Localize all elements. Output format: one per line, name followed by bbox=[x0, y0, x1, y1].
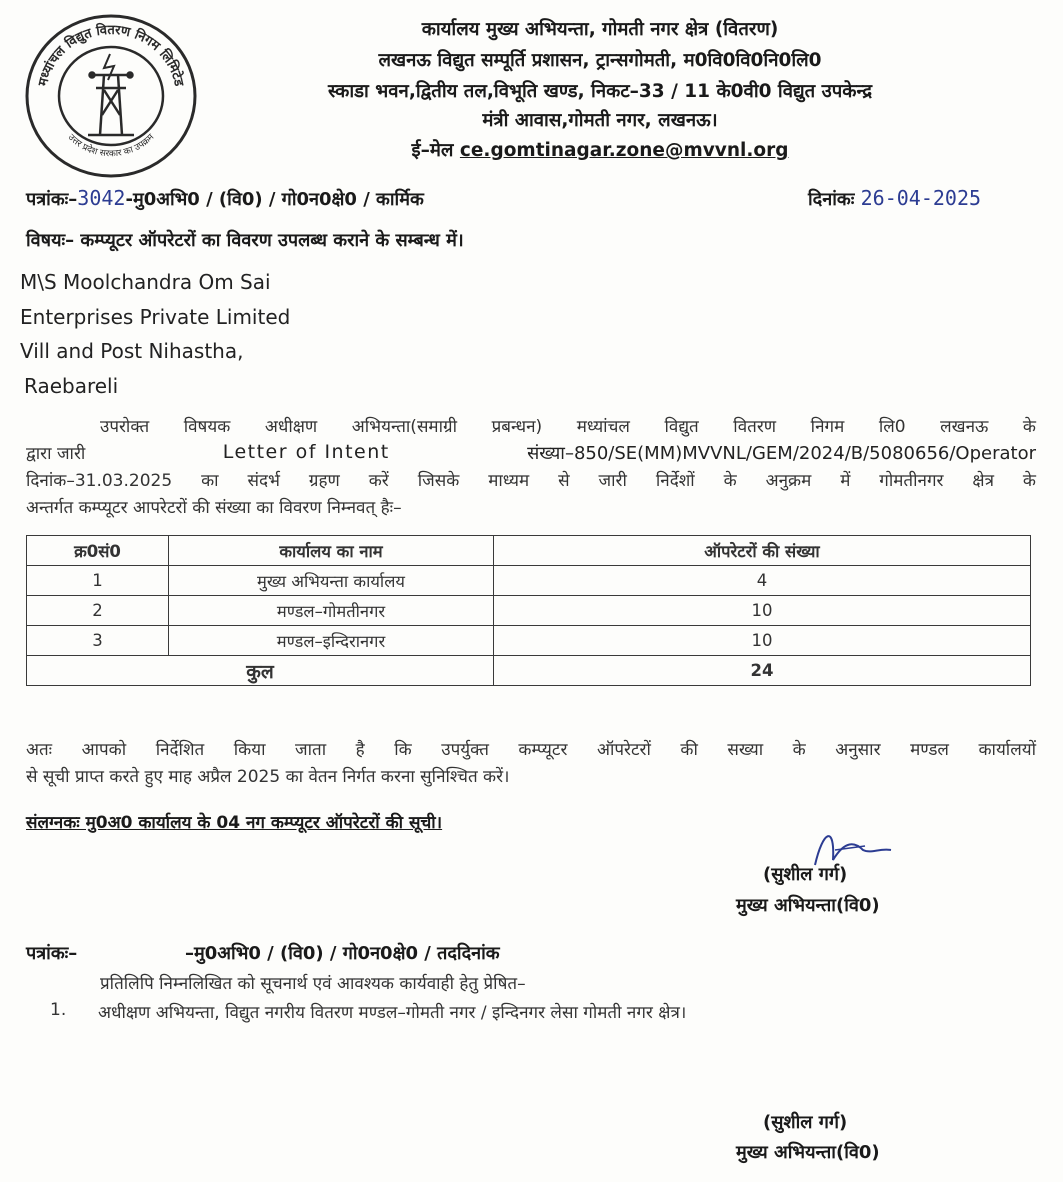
cell-office-name: मण्डल–इन्दिरानगर bbox=[169, 626, 494, 656]
subject-line: विषयः– कम्प्यूटर ऑपरेटरों का विवरण उपलब्ध कराने के सम्बन्ध में। bbox=[26, 230, 464, 251]
company-seal-logo bbox=[22, 10, 200, 182]
cell-office-name: मुख्य अभियन्ता कार्यालय bbox=[169, 566, 494, 596]
signatory-name: (सुशील गर्ग) bbox=[763, 864, 848, 885]
cell-operator-count: 10 bbox=[494, 596, 1031, 626]
header-operator-count: ऑपरेटरों की संख्या bbox=[494, 536, 1031, 566]
transmission-tower-icon bbox=[88, 54, 134, 135]
date-label: दिनांकः bbox=[808, 189, 855, 210]
instruction-line: से सूची प्राप्त करते हुए माह अप्रैल 2025 का वेतन निर्गत करना सुनिश्चित करें। bbox=[26, 767, 510, 787]
operators-table bbox=[26, 535, 1031, 686]
address-line-2: मंत्री आवास,गोमती नगर, लखनऊ। bbox=[482, 110, 718, 131]
body-line: द्वारा जारी Letter of Intent संख्या–850/SE(MM)MVVNL/GEM/2024/B/5080656/Operator bbox=[26, 441, 1036, 468]
signatory-name-2: (सुशील गर्ग) bbox=[763, 1112, 848, 1133]
handwritten-date: 26-04-2025 bbox=[860, 186, 982, 210]
cell-office-name: मण्डल–गोमतीनगर bbox=[169, 596, 494, 626]
body-paragraph bbox=[26, 414, 1036, 522]
cell-serial-no: 2 bbox=[27, 596, 169, 626]
total-label: कुल bbox=[27, 656, 494, 686]
reference-number bbox=[26, 186, 424, 211]
addressee-line-4: Raebareli bbox=[24, 374, 119, 398]
signatory-title: मुख्य अभियन्ता(वि0) bbox=[736, 895, 880, 916]
table-header-row bbox=[27, 536, 1031, 566]
email-line bbox=[200, 137, 1000, 162]
copy-item-number: 1. bbox=[50, 1000, 67, 1020]
administration-line: लखनऊ विद्युत सम्पूर्ति प्रशासन, ट्रान्सगोमती, म0वि0वि0नि0लि0 bbox=[378, 50, 822, 71]
body-line: दिनांक–31.03.2025 का संदर्भ ग्रहण करें जिसके माध्यम से जारी निर्देशों के अनुक्रम में गोमतीनगर क्षेत्र के bbox=[26, 471, 1036, 491]
letter-date bbox=[808, 186, 981, 211]
body-line: उपरोक्त विषयक अधीक्षण अभियन्ता(समाग्री प्रबन्धन) मध्यांचल विद्युत वितरण निगम लि0 लखनऊ के bbox=[100, 417, 1036, 437]
cell-serial-no: 3 bbox=[27, 626, 169, 656]
address-line: स्काडा भवन,द्वितीय तल,विभूति खण्ड, निकट–33 / 11 के0वी0 विद्युत उपकेन्द्र bbox=[327, 81, 873, 102]
letter-of-intent-text: Letter of Intent bbox=[222, 441, 390, 463]
email-label: ई–मेल bbox=[411, 140, 454, 161]
instruction-paragraph bbox=[26, 737, 1036, 791]
reference-label: पत्रांकः– bbox=[26, 189, 78, 210]
table-total-row bbox=[27, 656, 1031, 686]
instruction-line: अतः आपको निर्देशित किया जाता है कि उपर्युक्त कम्प्यूटर ऑपरेटरों की सख्या के अनुसार मण्डल कार्यालयों bbox=[26, 740, 1036, 760]
body-line: अन्तर्गत कम्प्यूटर आपरेटरों की संख्या का विवरण निम्नवत् हैः– bbox=[26, 498, 402, 518]
total-value: 24 bbox=[494, 656, 1031, 686]
addressee-line-3: Vill and Post Nihastha, bbox=[20, 339, 244, 363]
cell-operator-count: 4 bbox=[494, 566, 1031, 596]
table-row bbox=[27, 626, 1031, 656]
copy-intro: प्रतिलिपि निम्नलिखित को सूचनार्थ एवं आवश्यक कार्यवाही हेतु प्रेषित– bbox=[100, 974, 526, 994]
addressee-line-1: M\S Moolchandra Om Sai bbox=[20, 270, 271, 294]
addressee-line-2: Enterprises Private Limited bbox=[20, 305, 291, 329]
header-office-name: कार्यालय का नाम bbox=[169, 536, 494, 566]
cell-operator-count: 10 bbox=[494, 626, 1031, 656]
svg-text:मध्यांचल विद्युत वितरण निगम लि: मध्यांचल विद्युत वितरण निगम लिमिटेड bbox=[35, 22, 187, 88]
svg-text:उत्तर प्रदेश सरकार का उपक्रम: उत्तर प्रदेश सरकार का उपक्रम bbox=[65, 132, 157, 160]
email-link[interactable]: ce.gomtinagar.zone@mvvnl.org bbox=[459, 140, 789, 161]
cell-serial-no: 1 bbox=[27, 566, 169, 596]
enclosure-line: संलग्नकः मु0अ0 कार्यालय के 04 नग कम्प्यूटर ऑपरेटरों की सूची। bbox=[26, 813, 443, 833]
signatory-title-2: मुख्य अभियन्ता(वि0) bbox=[736, 1142, 880, 1163]
header-serial-no: क्र0सं0 bbox=[27, 536, 169, 566]
handwritten-reference-number: 3042 bbox=[77, 186, 126, 210]
table-row bbox=[27, 596, 1031, 626]
table-row bbox=[27, 566, 1031, 596]
copy-reference-suffix: –मु0अभि0 / (वि0) / गो0न0क्षे0 / तददिनांक bbox=[185, 943, 500, 964]
copy-item-text: अधीक्षण अभियन्ता, विद्युत नगरीय वितरण मण्डल–गोमती नगर / इन्दिनगर लेसा गोमती नगर क्षेत्र। bbox=[98, 1003, 687, 1023]
copy-reference-label: पत्रांकः– bbox=[26, 943, 78, 964]
office-name: कार्यालय मुख्य अभियन्ता, गोमती नगर क्षेत्र (वितरण) bbox=[421, 19, 779, 40]
reference-suffix: -मु0अभि0 / (वि0) / गो0न0क्षे0 / कार्मिक bbox=[125, 189, 424, 210]
